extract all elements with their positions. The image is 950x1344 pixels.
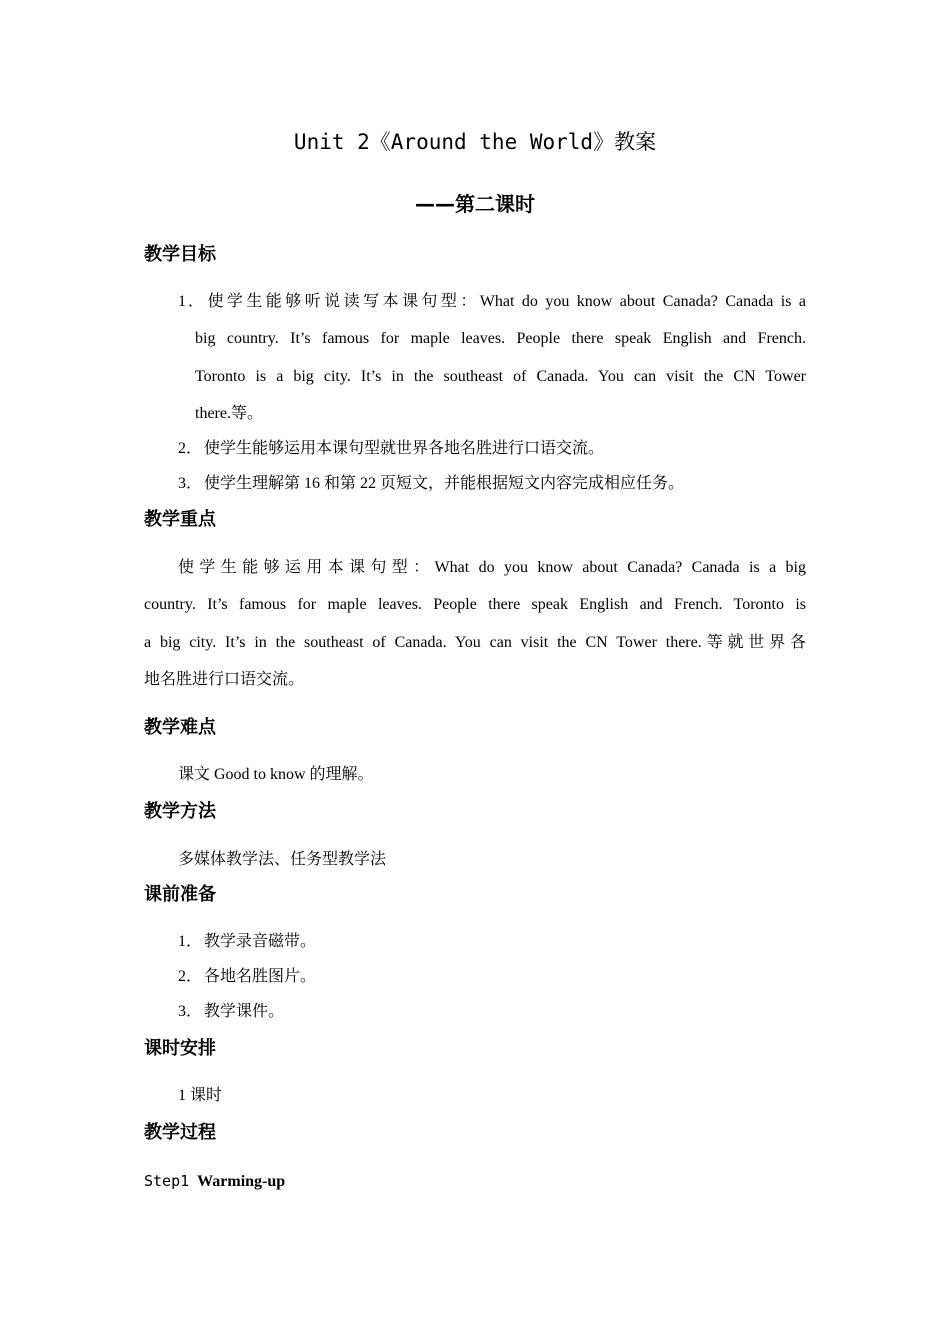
objectives-heading: 教学目标 [144, 244, 216, 265]
schedule-heading: 课时安排 [144, 1038, 216, 1059]
document-subtitle: ——第二课时 [415, 192, 535, 216]
preparation-item-2-number: 2． [178, 968, 203, 985]
objective-item-3-number: 3． [178, 475, 203, 492]
objective-item-1-line-2: big country. It’s famous for maple leaves. People there speak English and French. [195, 330, 806, 347]
step-1-label: Step1 [144, 1172, 190, 1190]
objective-item-3 [178, 473, 684, 495]
step-1-title: Warming-up [197, 1173, 286, 1190]
step-1 [144, 1170, 285, 1193]
preparation-item-3 [178, 1001, 284, 1023]
objective-item-3-text: 使学生理解第 16 和第 22 页短文，并能根据短文内容完成相应任务。 [204, 475, 685, 492]
objective-item-1-number: 1． [178, 293, 204, 310]
objective-item-2-text: 使学生能够运用本课句型就世界各地名胜进行口语交流。 [204, 440, 605, 457]
methods-text: 多媒体教学法、任务型教学法 [178, 851, 387, 868]
key-points-line-4: 地名胜进行口语交流。 [144, 671, 305, 688]
objective-item-1-line-1 [178, 291, 806, 313]
objective-item-2-number: 2． [178, 440, 203, 457]
key-points-line-3: a big city. It’s in the southeast of Canada. You can visit the CN Tower there.等就世界各 [144, 634, 806, 651]
difficulties-heading: 教学难点 [144, 717, 216, 738]
preparation-item-3-text: 教学课件。 [204, 1003, 285, 1020]
objective-item-1-line-4: there.等。 [195, 405, 263, 422]
key-points-line-2: country. It’s famous for maple leaves. People there speak English and French. Toronto is [144, 596, 806, 613]
preparation-item-1-text: 教学录音磁带。 [204, 933, 317, 950]
key-points-line-1: 使学生能够运用本课句型：What do you know about Canada? Canada is a big [178, 559, 806, 576]
objective-item-1-line-3: Toronto is a big city. It’s in the southeast of Canada. You can visit the CN Tower [195, 368, 806, 385]
difficulties-text: 课文 Good to know 的理解。 [178, 766, 374, 783]
preparation-item-3-number: 3． [178, 1003, 203, 1020]
preparation-item-2-text: 各地名胜图片。 [204, 968, 317, 985]
methods-heading: 教学方法 [144, 801, 216, 822]
preparation-heading: 课前准备 [144, 884, 216, 905]
preparation-item-1 [178, 931, 316, 953]
preparation-item-1-number: 1． [178, 933, 203, 950]
objective-item-2 [178, 438, 604, 460]
process-heading: 教学过程 [144, 1122, 216, 1143]
objective-item-1-text: 使学生能够听说读写本课句型：What do you know about Canada? Canada is a [204, 293, 806, 310]
document-title: Unit 2《Around the World》教案 [293, 130, 657, 154]
preparation-item-2 [178, 966, 316, 988]
schedule-text: 1 课时 [178, 1087, 223, 1104]
key-points-heading: 教学重点 [144, 509, 216, 530]
